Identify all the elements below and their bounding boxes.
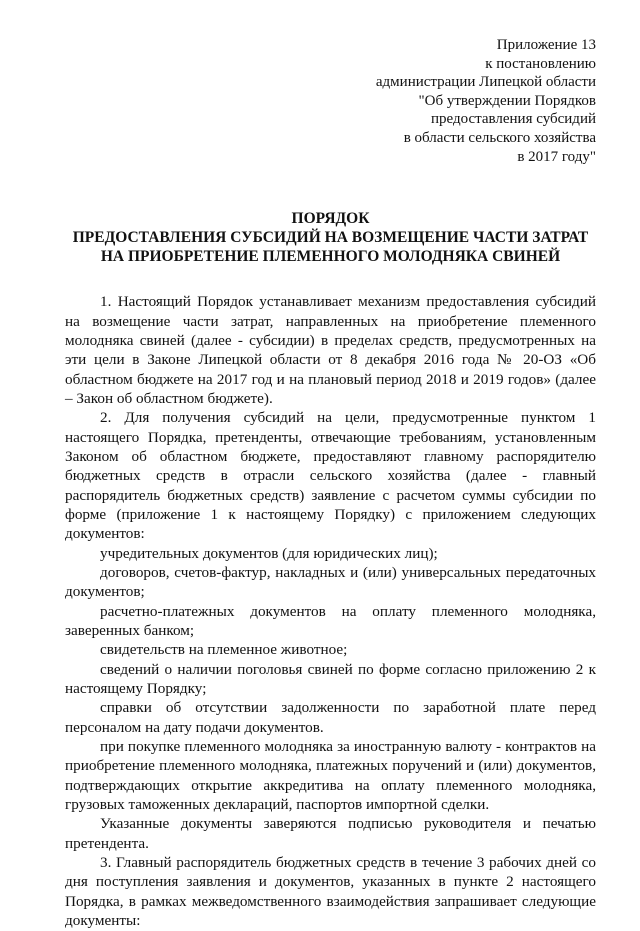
document-body bbox=[65, 292, 596, 930]
annex-line: в 2017 году" bbox=[517, 148, 596, 165]
list-item: договоров, счетов-фактур, накладных и (или) универсальных передаточных документов; bbox=[65, 563, 596, 601]
annex-line: Приложение 13 bbox=[496, 37, 596, 53]
list-item: расчетно-платежных документов на оплату племенного молодняка, заверенных банком; bbox=[65, 602, 596, 639]
list-item: сведений о наличии поголовья свиней по форме согласно приложению 2 к настоящему Порядку; bbox=[65, 660, 596, 698]
paragraph-3: 3. Главный распорядитель бюджетных средств в течение 3 рабочих дней со дня поступления заявления и документов, указанных в пункте 2 настоящего Порядка, в рамках межведомственного взаимодействия запрашивает следующие документы: bbox=[65, 854, 596, 930]
annex-line: "Об утверждении Порядков bbox=[418, 92, 596, 109]
title-line: ПРЕДОСТАВЛЕНИЯ СУБСИДИЙ НА ВОЗМЕЩЕНИЕ ЧАСТИ ЗАТРАТ bbox=[72, 229, 589, 247]
list-item: справки об отсутствии задолженности по заработной плате перед персоналом на дату подачи документов. bbox=[65, 699, 596, 736]
document-title bbox=[65, 209, 596, 266]
list-item: учредительных документов (для юридических лиц); bbox=[100, 544, 438, 562]
title-line: НА ПРИОБРЕТЕНИЕ ПЛЕМЕННОГО МОЛОДНЯКА СВИНЕЙ bbox=[100, 248, 561, 266]
annex-line: в области сельского хозяйства bbox=[403, 129, 596, 146]
paragraph-certification: Указанные документы заверяются подписью руководителя и печатью претендента. bbox=[65, 815, 596, 852]
annex-header bbox=[65, 36, 596, 166]
list-item: свидетельств на племенное животное; bbox=[100, 641, 348, 659]
annex-line: к постановлению bbox=[485, 55, 596, 72]
paragraph-2: 2. Для получения субсидий на цели, предусмотренные пунктом 1 настоящего Порядка, претенденты, отвечающие требованиям, установленным Законом об областном бюджете, предоставляют главному распорядителю бюджетных средств в отрасли сельского хозяйства (далее - главный распорядитель бюджетных средств) заявление с расчетом суммы субсидии по форме (приложение 1 к настоящему Порядку) с приложением следующих документов: bbox=[65, 409, 596, 543]
title-line: ПОРЯДОК bbox=[291, 210, 370, 228]
annex-line: администрации Липецкой области bbox=[375, 74, 596, 91]
annex-line: предоставления субсидий bbox=[430, 111, 596, 128]
list-item: при покупке племенного молодняка за иностранную валюту - контрактов на приобретение племенного молодняка, платежных поручений и (или) документов, подтверждающих открытие аккредитива на оплату племенного молодняка, грузовых таможенных деклараций, паспортов импортной сделки. bbox=[65, 738, 596, 814]
paragraph-1: 1. Настоящий Порядок устанавливает механизм предоставления субсидий на возмещение части затрат, направленных на приобретение племенного молодняка свиней (далее - субсидии) в пределах средств, предусмотренных на эти цели в Законе Липецкой области от 8 декабря 2016 года № 20-ОЗ «Об областном бюджете на 2017 год и на плановый период 2018 и 2019 годов» (далее – Закон об областном бюджете). bbox=[65, 293, 596, 407]
